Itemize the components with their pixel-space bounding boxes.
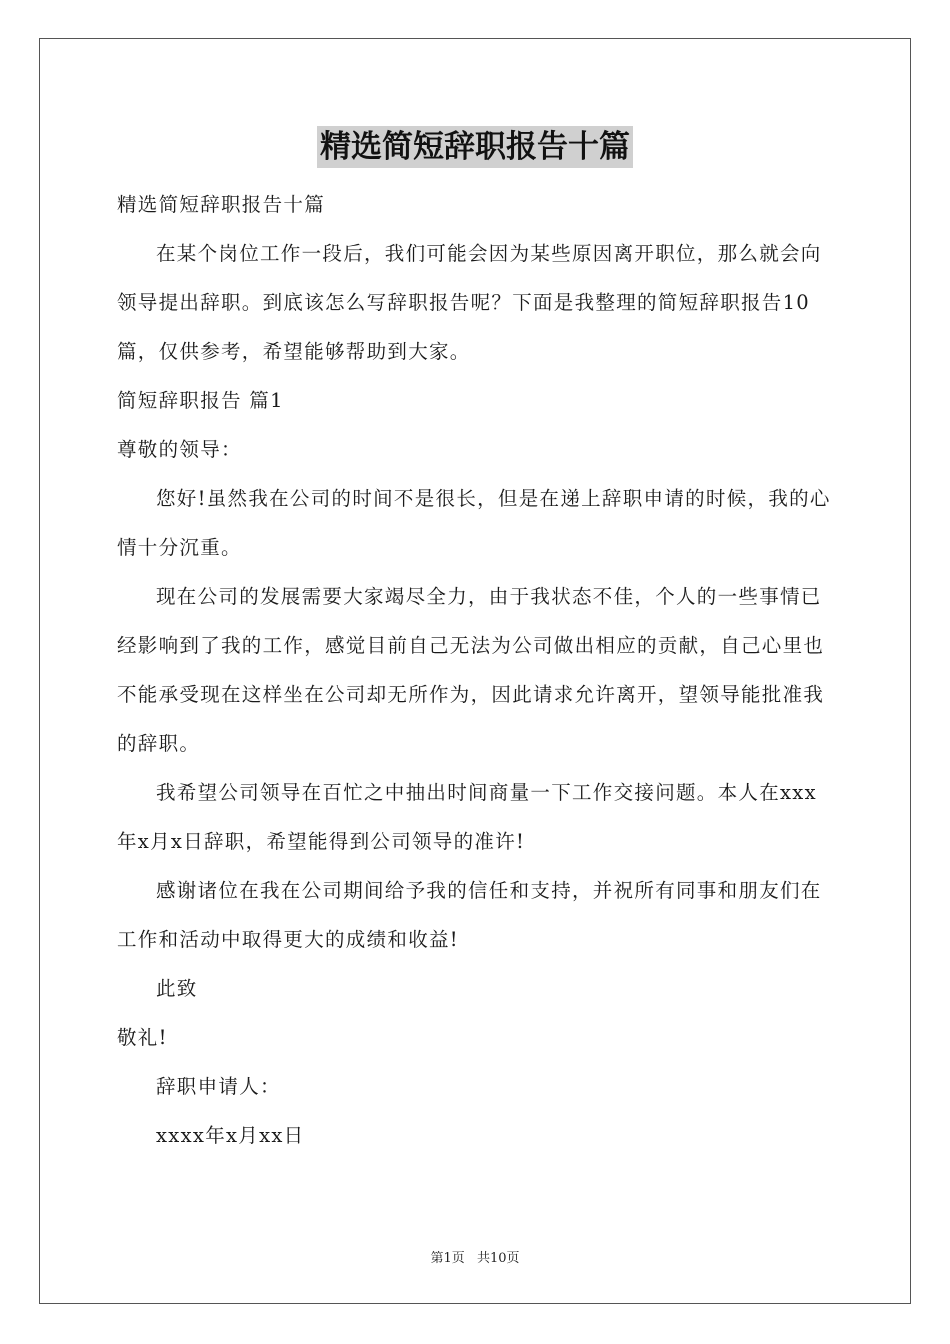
page-number: 第1页 — [430, 1251, 465, 1266]
paragraph-reason: 现在公司的发展需要大家竭尽全力，由于我状态不佳，个人的一些事情已经影响到了我的工作，感觉目前自己无法为公司做出相应的贡献，自己心里也不能承受现在这样坐在公司却无所作为，因此请求允许离开，望领导能批准我的辞职。 — [117, 585, 825, 755]
section-heading: 简短辞职报告 篇1 — [117, 389, 284, 412]
paragraph-intro: 在某个岗位工作一段后，我们可能会因为某些原因离开职位，那么就会向领导提出辞职。到底该怎么写辞职报告呢？下面是我整理的简短辞职报告10篇，仅供参考，希望能够帮助到大家。 — [117, 242, 822, 363]
salutation: 尊敬的领导： — [117, 438, 242, 461]
signature-label: 辞职申请人： — [156, 1075, 281, 1098]
document-title: 精选简短辞职报告十篇 — [317, 126, 633, 168]
closing-phrase: 此致 — [156, 977, 198, 1000]
closing-salute: 敬礼! — [117, 1026, 168, 1049]
document-body — [117, 180, 833, 1160]
paragraph-greeting: 您好!虽然我在公司的时间不是很长，但是在递上辞职申请的时候，我的心情十分沉重。 — [117, 487, 831, 559]
title-container — [0, 126, 950, 168]
signature-date: xxxx年x月xx日 — [156, 1124, 305, 1147]
page-total: 共10页 — [476, 1251, 520, 1266]
paragraph-thanks: 感谢诸位在我在公司期间给予我的信任和支持，并祝所有同事和朋友们在工作和活动中取得更大的成绩和收益! — [117, 879, 822, 951]
paragraph-subtitle: 精选简短辞职报告十篇 — [117, 193, 326, 216]
paragraph-handover: 我希望公司领导在百忙之中抽出时间商量一下工作交接问题。本人在xxx年x月x日辞职，希望能得到公司领导的准许! — [117, 781, 817, 853]
page-footer — [0, 1247, 950, 1266]
